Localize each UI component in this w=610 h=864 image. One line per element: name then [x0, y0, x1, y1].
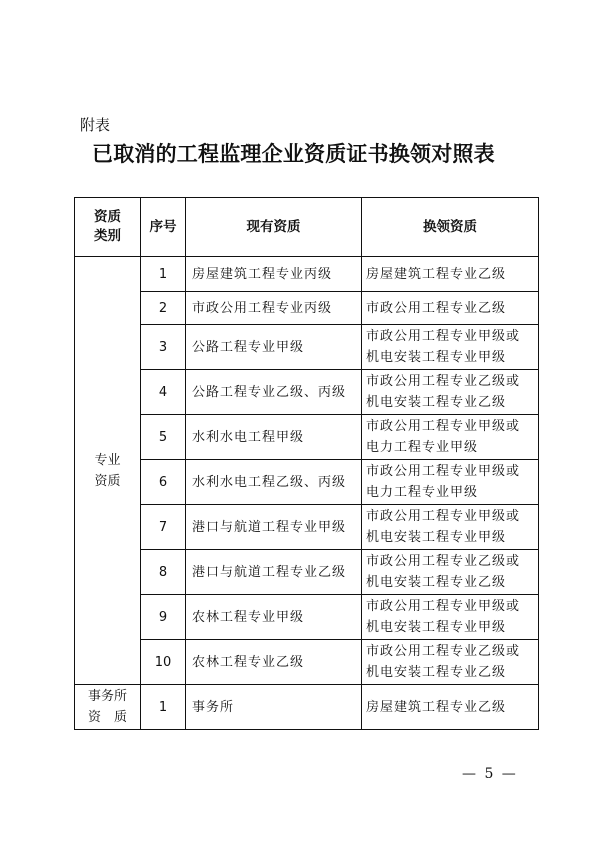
category-line2: 资 质	[87, 710, 127, 725]
replacement-line1: 市政公用工程专业乙级或	[366, 374, 521, 389]
table-row	[75, 550, 539, 595]
replacement-line1: 市政公用工程专业甲级或	[366, 464, 521, 479]
header-number: 序号	[141, 198, 186, 257]
replacement-line2: 机电安装工程专业乙级	[366, 575, 507, 590]
header-replacement-qualification: 换领资质	[362, 198, 539, 257]
table-header-row	[75, 198, 539, 257]
row-number: 3	[141, 325, 186, 370]
current-qualification: 水利水电工程甲级	[186, 415, 362, 460]
replacement-line2: 机电安装工程专业乙级	[366, 665, 507, 680]
current-qualification: 水利水电工程乙级、丙级	[186, 460, 362, 505]
current-qualification: 港口与航道工程专业甲级	[186, 505, 362, 550]
replacement-qualification	[362, 257, 539, 292]
table-row	[75, 292, 539, 325]
current-qualification: 港口与航道工程专业乙级	[186, 550, 362, 595]
current-qualification: 公路工程专业乙级、丙级	[186, 370, 362, 415]
replacement-line1: 房屋建筑工程专业乙级	[366, 699, 507, 715]
category-line2: 资质	[94, 473, 121, 489]
qualification-table	[74, 197, 539, 730]
replacement-line2: 机电安装工程专业乙级	[366, 395, 507, 410]
replacement-line2: 电力工程专业甲级	[366, 440, 479, 455]
replacement-line1: 房屋建筑工程专业乙级	[366, 266, 507, 282]
row-number: 8	[141, 550, 186, 595]
table-row	[75, 415, 539, 460]
replacement-qualification	[362, 550, 539, 595]
row-number: 1	[141, 257, 186, 292]
replacement-line2: 机电安装工程专业甲级	[366, 530, 507, 545]
page-number: — 5 —	[462, 766, 518, 782]
attachment-label: 附表	[80, 116, 111, 134]
document-title: 已取消的工程监理企业资质证书换领对照表	[92, 141, 495, 166]
row-number: 4	[141, 370, 186, 415]
replacement-line2: 机电安装工程专业甲级	[366, 350, 507, 365]
replacement-qualification	[362, 460, 539, 505]
table-row	[75, 325, 539, 370]
current-qualification: 市政公用工程专业丙级	[186, 292, 362, 325]
table-row	[75, 370, 539, 415]
row-number: 7	[141, 505, 186, 550]
row-number: 6	[141, 460, 186, 505]
replacement-line1: 市政公用工程专业乙级或	[366, 644, 521, 659]
header-category-line2: 类别	[94, 228, 121, 244]
header-category	[75, 198, 141, 257]
replacement-line1: 市政公用工程专业甲级或	[366, 329, 521, 344]
replacement-line1: 市政公用工程专业乙级	[366, 300, 507, 316]
replacement-qualification	[362, 640, 539, 685]
current-qualification: 公路工程专业甲级	[186, 325, 362, 370]
row-number: 1	[141, 685, 186, 730]
header-current-qualification: 现有资质	[186, 198, 362, 257]
row-number: 2	[141, 292, 186, 325]
category-firm	[75, 685, 141, 730]
table-row	[75, 595, 539, 640]
replacement-line2: 电力工程专业甲级	[366, 485, 479, 500]
replacement-line1: 市政公用工程专业甲级或	[366, 599, 521, 614]
table-row	[75, 505, 539, 550]
row-number: 5	[141, 415, 186, 460]
replacement-qualification	[362, 595, 539, 640]
table-row	[75, 640, 539, 685]
replacement-qualification	[362, 325, 539, 370]
table-row	[75, 685, 539, 730]
replacement-line2: 机电安装工程专业甲级	[366, 620, 507, 635]
replacement-qualification	[362, 685, 539, 730]
replacement-line1: 市政公用工程专业甲级或	[366, 419, 521, 434]
category-line1: 事务所	[87, 689, 127, 704]
replacement-line1: 市政公用工程专业甲级或	[366, 509, 521, 524]
category-line1: 专业	[94, 452, 121, 468]
current-qualification: 房屋建筑工程专业丙级	[186, 257, 362, 292]
current-qualification: 事务所	[186, 685, 362, 730]
header-category-line1: 资质	[94, 209, 121, 225]
replacement-qualification	[362, 415, 539, 460]
replacement-qualification	[362, 370, 539, 415]
row-number: 9	[141, 595, 186, 640]
current-qualification: 农林工程专业乙级	[186, 640, 362, 685]
replacement-qualification	[362, 505, 539, 550]
table-row	[75, 257, 539, 292]
replacement-qualification	[362, 292, 539, 325]
category-professional	[75, 257, 141, 685]
table-row	[75, 460, 539, 505]
replacement-line1: 市政公用工程专业乙级或	[366, 554, 521, 569]
current-qualification: 农林工程专业甲级	[186, 595, 362, 640]
row-number: 10	[141, 640, 186, 685]
